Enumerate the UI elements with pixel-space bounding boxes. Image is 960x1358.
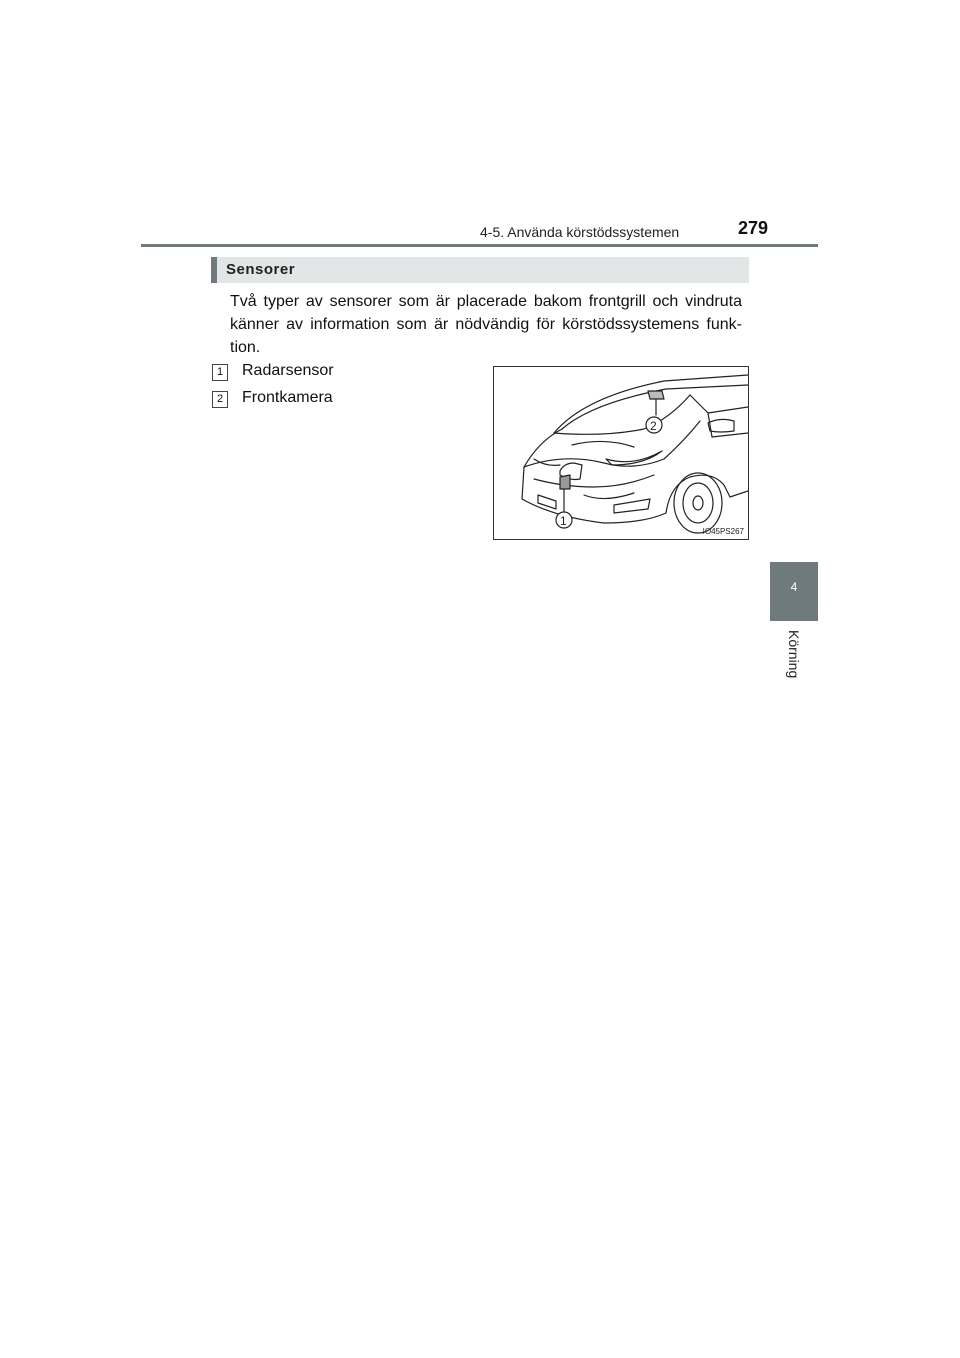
section-body-text: Två typer av sensorer som är placerade bakom frontgrill och vindruta känner av information som är nödvändig för körstödssystemens funk-tion. [230, 293, 742, 356]
chapter-header-title: 4-5. Använda körstödssystemen [480, 224, 680, 240]
section-heading-accent [211, 257, 217, 283]
list-item-label: Radarsensor [242, 362, 334, 379]
section-title: Sensorer [226, 261, 296, 278]
figure-code: IO45PS267 [702, 527, 744, 536]
figure-callout-2: 2 [650, 419, 657, 433]
section-heading-bar [211, 257, 749, 283]
chapter-tab-label [774, 630, 814, 690]
header-divider [141, 244, 818, 247]
chapter-tab [770, 562, 818, 621]
callout-number-2: 2 [212, 391, 228, 408]
figure-callout-1: 1 [560, 514, 567, 528]
car-sensor-illustration [493, 366, 749, 540]
list-item-label: Frontkamera [242, 389, 333, 406]
callout-number-1: 1 [212, 364, 228, 381]
car-drawing [494, 367, 748, 539]
chapter-tab-label-text: Körning [786, 630, 802, 679]
chapter-tab-number: 4 [790, 580, 798, 594]
page-number: 279 [738, 218, 769, 238]
